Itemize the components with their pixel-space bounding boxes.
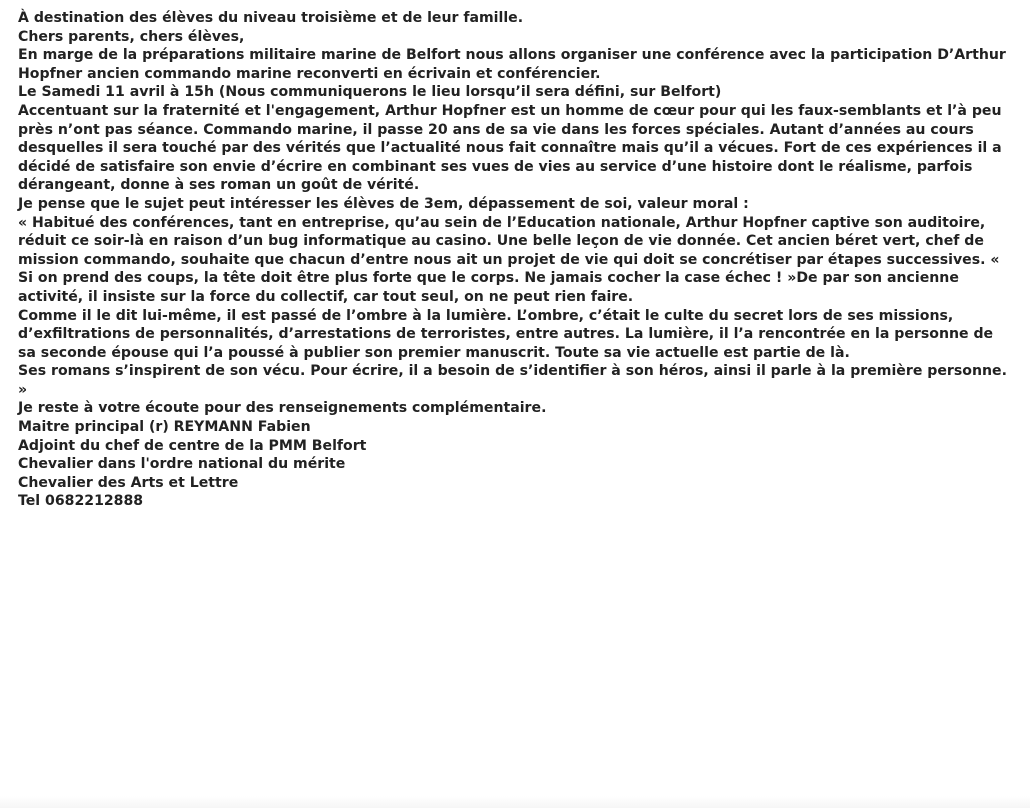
paragraph-biography: Accentuant sur la fraternité et l'engagement, Arthur Hopfner est un homme de cœur pour qui les faux-semblants et l’à peu près n’ont pas séance. Commando marine, il passe 20 ans de sa vie dans les forces spéciales. Autant d’années au cours desquelles il sera touché par des vérités que l’actualité nous fait connaître mais qu’il a vécues. Fort de ces expériences il a décidé de satisfaire son envie d’écrire en combinant ses vues de vies au service d’une histoire dont le réalisme, parfois dérangeant, donne à ses roman un goût de vérité. — [18, 102, 1002, 194]
paragraph-closing: Je reste à votre écoute pour des renseignements complémentaire. — [18, 400, 547, 417]
signature-role: Adjoint du chef de centre de la PMM Belfort — [18, 437, 367, 454]
paragraph-quote-conferences: « Habitué des conférences, tant en entreprise, qu’au sein de l’Education nationale, Arthur Hopfner captive son auditoire, réduit ce soir-là en raison d’un bug informatique au casino. Une belle leçon de vie donnée. Cet ancien béret vert, chef de mission commando, souhaite que chacun d’entre nous ait un projet de vie qui doit se concrétiser par étapes successives. « Si on prend des coups, la tête doit être plus forte que le corps. Ne jamais cocher la case échec ! »De par son ancienne activité, il insiste sur la force du collectif, car tout seul, on ne peut rien faire. — [18, 214, 1000, 305]
paragraph-subject: Je pense que le sujet peut intéresser les élèves de 3em, dépassement de soi, valeur moral : — [18, 195, 749, 212]
paragraph-quote-novels: Ses romans s’inspirent de son vécu. Pour écrire, il a besoin de s’identifier à son héros, ainsi il parle à la première personne. » — [18, 363, 1007, 398]
signature-phone: Tel 0682212888 — [18, 493, 144, 510]
signature-honor-arts: Chevalier des Arts et Lettre — [18, 474, 239, 491]
paragraph-intro: En marge de la préparations militaire marine de Belfort nous allons organiser une conférence avec la participation D’Arthur Hopfner ancien commando marine reconverti en écrivain et conférencier. — [18, 47, 1006, 82]
bottom-shadow — [0, 796, 1030, 808]
paragraph-quote-shadow-light: Comme il le dit lui-même, il est passé de l’ombre à la lumière. L’ombre, c’était le culte du secret lors de ses missions, d’exfiltrations de personnalités, d’arrestations de terroristes, entre autres. La lumière, il l’a rencontrée en la personne de sa seconde épouse qui l’a poussé à publier son premier manuscrit. Toute sa vie actuelle est partie de là. — [18, 307, 994, 361]
paragraph-date: Le Samedi 11 avril à 15h (Nous communiquerons le lieu lorsqu’il sera défini, sur Belfort) — [18, 84, 722, 101]
letter-body — [18, 9, 1012, 511]
signature-name: Maitre principal (r) REYMANN Fabien — [18, 419, 311, 436]
signature-honor-merit: Chevalier dans l'ordre national du mérite — [18, 456, 346, 473]
greeting: Chers parents, chers élèves, — [18, 28, 245, 45]
letter-heading: À destination des élèves du niveau troisième et de leur famille. — [18, 10, 524, 26]
